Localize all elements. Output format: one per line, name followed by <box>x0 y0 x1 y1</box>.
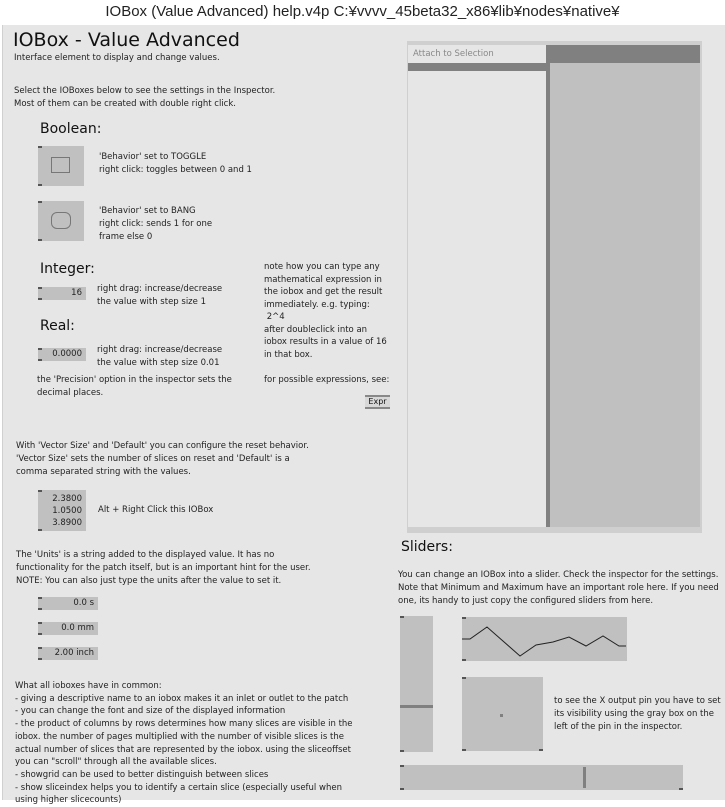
page-title: IOBox - Value Advanced <box>13 29 240 51</box>
common-line: - showgrid can be used to better distinguish between slices <box>15 769 269 780</box>
units-value: 2.00 inch <box>54 648 94 658</box>
common-line: - you can change the font and size of the displayed information <box>15 706 286 717</box>
sliders-heading: Sliders: <box>401 539 453 555</box>
intro-line-1: Select the IOBoxes below to see the settings in the Inspector. <box>14 86 276 96</box>
bang-rounded-icon <box>51 212 71 229</box>
page-subtitle: Interface element to display and change values. <box>14 53 220 63</box>
xy-slider-handle[interactable] <box>500 714 503 717</box>
units-value: 0.0 mm <box>61 623 94 633</box>
inspector-panel <box>407 41 702 533</box>
toggle-square-icon <box>51 157 70 173</box>
multi-value-slider[interactable] <box>462 617 627 661</box>
vertical-slider[interactable] <box>400 616 433 752</box>
integer-desc-2: the value with step size 1 <box>97 297 206 307</box>
output-pin-right[interactable] <box>679 788 683 790</box>
output-pin[interactable] <box>38 658 42 660</box>
expression-note <box>264 261 387 361</box>
vector-hint: Alt + Right Click this IOBox <box>98 505 214 515</box>
vector-iobox[interactable] <box>38 490 86 531</box>
units-iobox-inch[interactable] <box>38 647 98 660</box>
note-line: note how you can type any <box>264 262 380 272</box>
input-pin[interactable] <box>38 622 42 624</box>
xy-note-2: its visibility using the gray box on the <box>554 709 715 719</box>
common-line: - the product of columns by rows determines how many slices are visible in the <box>15 719 353 730</box>
common-line: actual number of slices that are represented by the iobox. using the sliceoffset <box>15 744 351 755</box>
precision-line-2: decimal places. <box>37 388 104 398</box>
inspector-header-bar <box>546 45 700 63</box>
input-pin[interactable] <box>38 201 42 203</box>
input-pin[interactable] <box>400 765 404 767</box>
bang-desc-2: right click: sends 1 for one <box>99 219 213 229</box>
common-line: using higher slicecounts) <box>15 795 122 806</box>
units-line-1: The 'Units' is a string added to the displayed value. It has no <box>16 550 275 560</box>
expr-node-button[interactable]: Expr <box>365 395 390 409</box>
input-pin[interactable] <box>38 146 42 148</box>
real-iobox[interactable] <box>38 348 86 361</box>
integer-iobox[interactable] <box>38 287 86 300</box>
output-pin[interactable] <box>38 608 42 610</box>
output-pin[interactable] <box>400 750 404 752</box>
multi-slider-line-graph <box>462 617 627 661</box>
note-line: 2^4 <box>264 312 285 322</box>
input-pin[interactable] <box>400 616 404 618</box>
toggle-iobox[interactable] <box>38 146 84 186</box>
real-desc-2: the value with step size 0.01 <box>97 358 220 368</box>
output-pin-x[interactable] <box>539 749 543 751</box>
bang-iobox[interactable] <box>38 201 84 241</box>
note-line: the iobox and get the result <box>264 287 383 297</box>
common-line: What all ioboxes have in common: <box>15 681 162 691</box>
boolean-heading: Boolean: <box>40 121 102 137</box>
common-notes <box>15 680 353 807</box>
precision-line-1: the 'Precision' option in the inspector sets the <box>37 375 232 385</box>
common-line: - show sliceindex helps you to identify a certain slice (especially useful when <box>15 782 342 793</box>
output-pin-left[interactable] <box>400 788 404 790</box>
integer-heading: Integer: <box>40 261 95 277</box>
xy-note-1: to see the X output pin you have to set <box>554 696 721 706</box>
units-value: 0.0 s <box>73 598 94 608</box>
output-pin-y[interactable] <box>462 749 466 751</box>
output-pin[interactable] <box>38 184 42 186</box>
xy-note-3: left of the pin in the inspector. <box>554 722 683 732</box>
real-desc-1: right drag: increase/decrease <box>97 345 223 355</box>
note-line: after doubleclick into an <box>264 324 368 335</box>
bang-desc-1: 'Behavior' set to BANG <box>99 206 196 216</box>
vector-line-3: comma separated string with the values. <box>16 467 191 477</box>
expressions-see: for possible expressions, see: <box>264 375 390 385</box>
note-line: in that box. <box>264 349 313 360</box>
integer-desc-1: right drag: increase/decrease <box>97 284 223 294</box>
input-pin[interactable] <box>38 490 42 492</box>
units-line-2: functionality for the patch itself, but is an important hint for the user. <box>16 563 311 573</box>
common-line: iobox. the number of pages multiplied with the number of visible slices is the <box>15 731 344 742</box>
output-pin[interactable] <box>38 239 42 241</box>
horizontal-slider[interactable] <box>400 765 683 790</box>
vector-slice-2: 3.8900 <box>52 518 82 528</box>
vector-slice-0: 2.3800 <box>52 494 82 504</box>
toggle-desc-1: 'Behavior' set to TOGGLE <box>99 152 207 162</box>
xy-slider[interactable] <box>462 677 543 751</box>
vertical-slider-handle[interactable] <box>400 705 433 708</box>
inspector-divider <box>408 63 550 71</box>
note-line: immediately. e.g. typing: <box>264 299 370 310</box>
units-iobox-seconds[interactable] <box>38 597 98 610</box>
common-line: you can "scroll" through all the available slices. <box>15 757 217 768</box>
intro-line-2: Most of them can be created with double right click. <box>14 99 236 109</box>
input-pin[interactable] <box>462 677 466 679</box>
horizontal-slider-handle[interactable] <box>583 767 586 788</box>
bang-desc-3: frame else 0 <box>99 232 153 242</box>
input-pin[interactable] <box>38 647 42 649</box>
note-line: iobox results in a value of 16 <box>264 337 387 347</box>
window-title: IOBox (Value Advanced) help.v4p C:¥vvvv_45beta32_x86¥lib¥nodes¥native¥ <box>105 3 620 20</box>
vector-line-1: With 'Vector Size' and 'Default' you can configure the reset behavior. <box>16 441 309 451</box>
units-iobox-mm[interactable] <box>38 622 98 635</box>
units-line-3: NOTE: You can also just type the units after the value to set it. <box>16 576 282 586</box>
output-pin[interactable] <box>38 359 42 361</box>
output-pin[interactable] <box>38 529 42 531</box>
input-pin[interactable] <box>38 348 42 350</box>
integer-value: 16 <box>71 288 82 298</box>
attach-to-selection-label[interactable]: Attach to Selection <box>408 45 546 63</box>
inspector-right-pane[interactable] <box>550 63 700 527</box>
sliders-line-3: one, its handy to just copy the configured sliders from here. <box>398 596 654 606</box>
real-heading: Real: <box>40 318 75 334</box>
sliders-line-1: You can change an IOBox into a slider. Check the inspector for the settings. <box>398 570 719 580</box>
vector-line-2: 'Vector Size' sets the number of slices on reset and 'Default' is a <box>16 454 290 464</box>
note-line: mathematical expression in <box>264 274 382 285</box>
output-pin[interactable] <box>38 633 42 635</box>
input-pin[interactable] <box>38 287 42 289</box>
input-pin[interactable] <box>38 597 42 599</box>
inspector-left-pane[interactable] <box>408 71 546 527</box>
toggle-desc-2: right click: toggles between 0 and 1 <box>99 165 252 175</box>
patch-canvas[interactable] <box>2 25 725 806</box>
vector-slice-1: 1.0500 <box>52 506 82 516</box>
sliders-line-2: Note that Minimum and Maximum have an important role here. If you need <box>398 583 719 593</box>
common-line: - giving a descriptive name to an iobox makes it an inlet or outlet to the patch <box>15 693 349 704</box>
real-value: 0.0000 <box>52 349 82 359</box>
output-pin[interactable] <box>38 298 42 300</box>
